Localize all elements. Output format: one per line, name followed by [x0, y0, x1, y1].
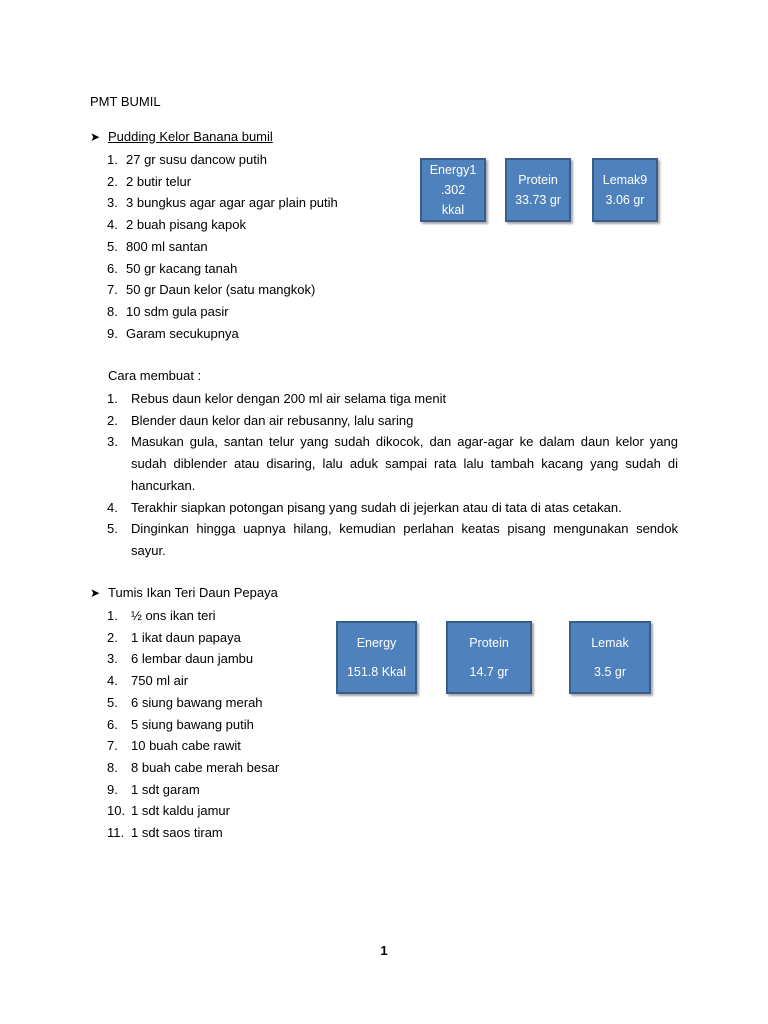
recipe-2-lemak-box: Lemak 3.5 gr	[569, 621, 651, 694]
list-item: 1. Rebus daun kelor dengan 200 ml air selama tiga menit	[107, 391, 447, 406]
recipe-1-energy-box: Energy1 .302 kkal	[420, 158, 486, 222]
page-number: 1	[380, 943, 388, 958]
list-item: 6. 50 gr kacang tanah	[107, 260, 238, 276]
list-item: 4. 2 buah pisang kapok	[107, 217, 246, 233]
arrow-bullet-icon: ➤	[90, 130, 101, 144]
list-item: 1. ½ ons ikan teri	[107, 608, 216, 623]
list-item: 9. 1 sdt garam	[107, 781, 200, 797]
recipe-1-protein-box: Protein 33.73 gr	[505, 158, 571, 222]
list-item: 2. Blender daun kelor dan air rebusanny, lalu saring	[107, 412, 414, 428]
list-item: 5. Dinginkan hingga uapnya hilang, kemudian perlahan keatas pisang mengunakan sendok sayur.	[107, 521, 678, 558]
recipe-1-ingredient-list	[90, 149, 338, 344]
recipe-2-protein-box: Protein 14.7 gr	[446, 621, 532, 694]
list-item: 4. 750 ml air	[107, 673, 189, 689]
list-item: 8. 8 buah cabe merah besar	[107, 759, 280, 775]
list-item: 6. 5 siung bawang putih	[107, 716, 254, 732]
recipe-2-ingredient-list	[90, 605, 279, 844]
list-item: 10. 1 sdt kaldu jamur	[107, 803, 230, 819]
list-item: 7. 10 buah cabe rawit	[107, 738, 241, 754]
recipe-1-heading	[90, 129, 273, 144]
list-item: 2. 2 butir telur	[107, 173, 192, 189]
list-item: 7. 50 gr Daun kelor (satu mangkok)	[107, 282, 316, 298]
list-item: 4. Terakhir siapkan potongan pisang yang sudah di jejerkan atau di tata di atas cetakan.	[107, 499, 622, 515]
arrow-bullet-icon: ➤	[90, 586, 101, 600]
list-item: 3. 6 lembar daun jambu	[107, 651, 254, 667]
list-item: 9. Garam secukupnya	[107, 325, 239, 341]
recipe-1-steps-list	[90, 388, 678, 562]
list-item: 3. 3 bungkus agar agar agar plain putih	[107, 195, 338, 211]
list-item: 8. 10 sdm gula pasir	[107, 303, 229, 319]
method-label: Cara membuat :	[108, 368, 202, 383]
list-item: 5. 6 siung bawang merah	[107, 694, 263, 710]
list-item: 3. Masukan gula, santan telur yang sudah dikocok, dan agar-agar ke dalam daun kelor yang sudah diblender atau disaring, lalu aduk sampai rata lalu tambah kacang yang sudah di hancurkan.	[107, 434, 678, 493]
recipe-2-heading	[90, 585, 278, 600]
recipe-1-name: Pudding Kelor Banana bumil	[108, 129, 273, 144]
document-title: PMT BUMIL	[90, 94, 161, 109]
list-item: 1. 27 gr susu dancow putih	[107, 152, 267, 167]
list-item: 2. 1 ikat daun papaya	[107, 629, 241, 645]
list-item: 5. 800 ml santan	[107, 238, 208, 254]
recipe-1-lemak-box: Lemak9 3.06 gr	[592, 158, 658, 222]
recipe-2-name: Tumis Ikan Teri Daun Pepaya	[108, 585, 278, 600]
list-item: 11. 1 sdt saos tiram	[107, 825, 223, 841]
recipe-2-energy-box: Energy 151.8 Kkal	[336, 621, 417, 694]
